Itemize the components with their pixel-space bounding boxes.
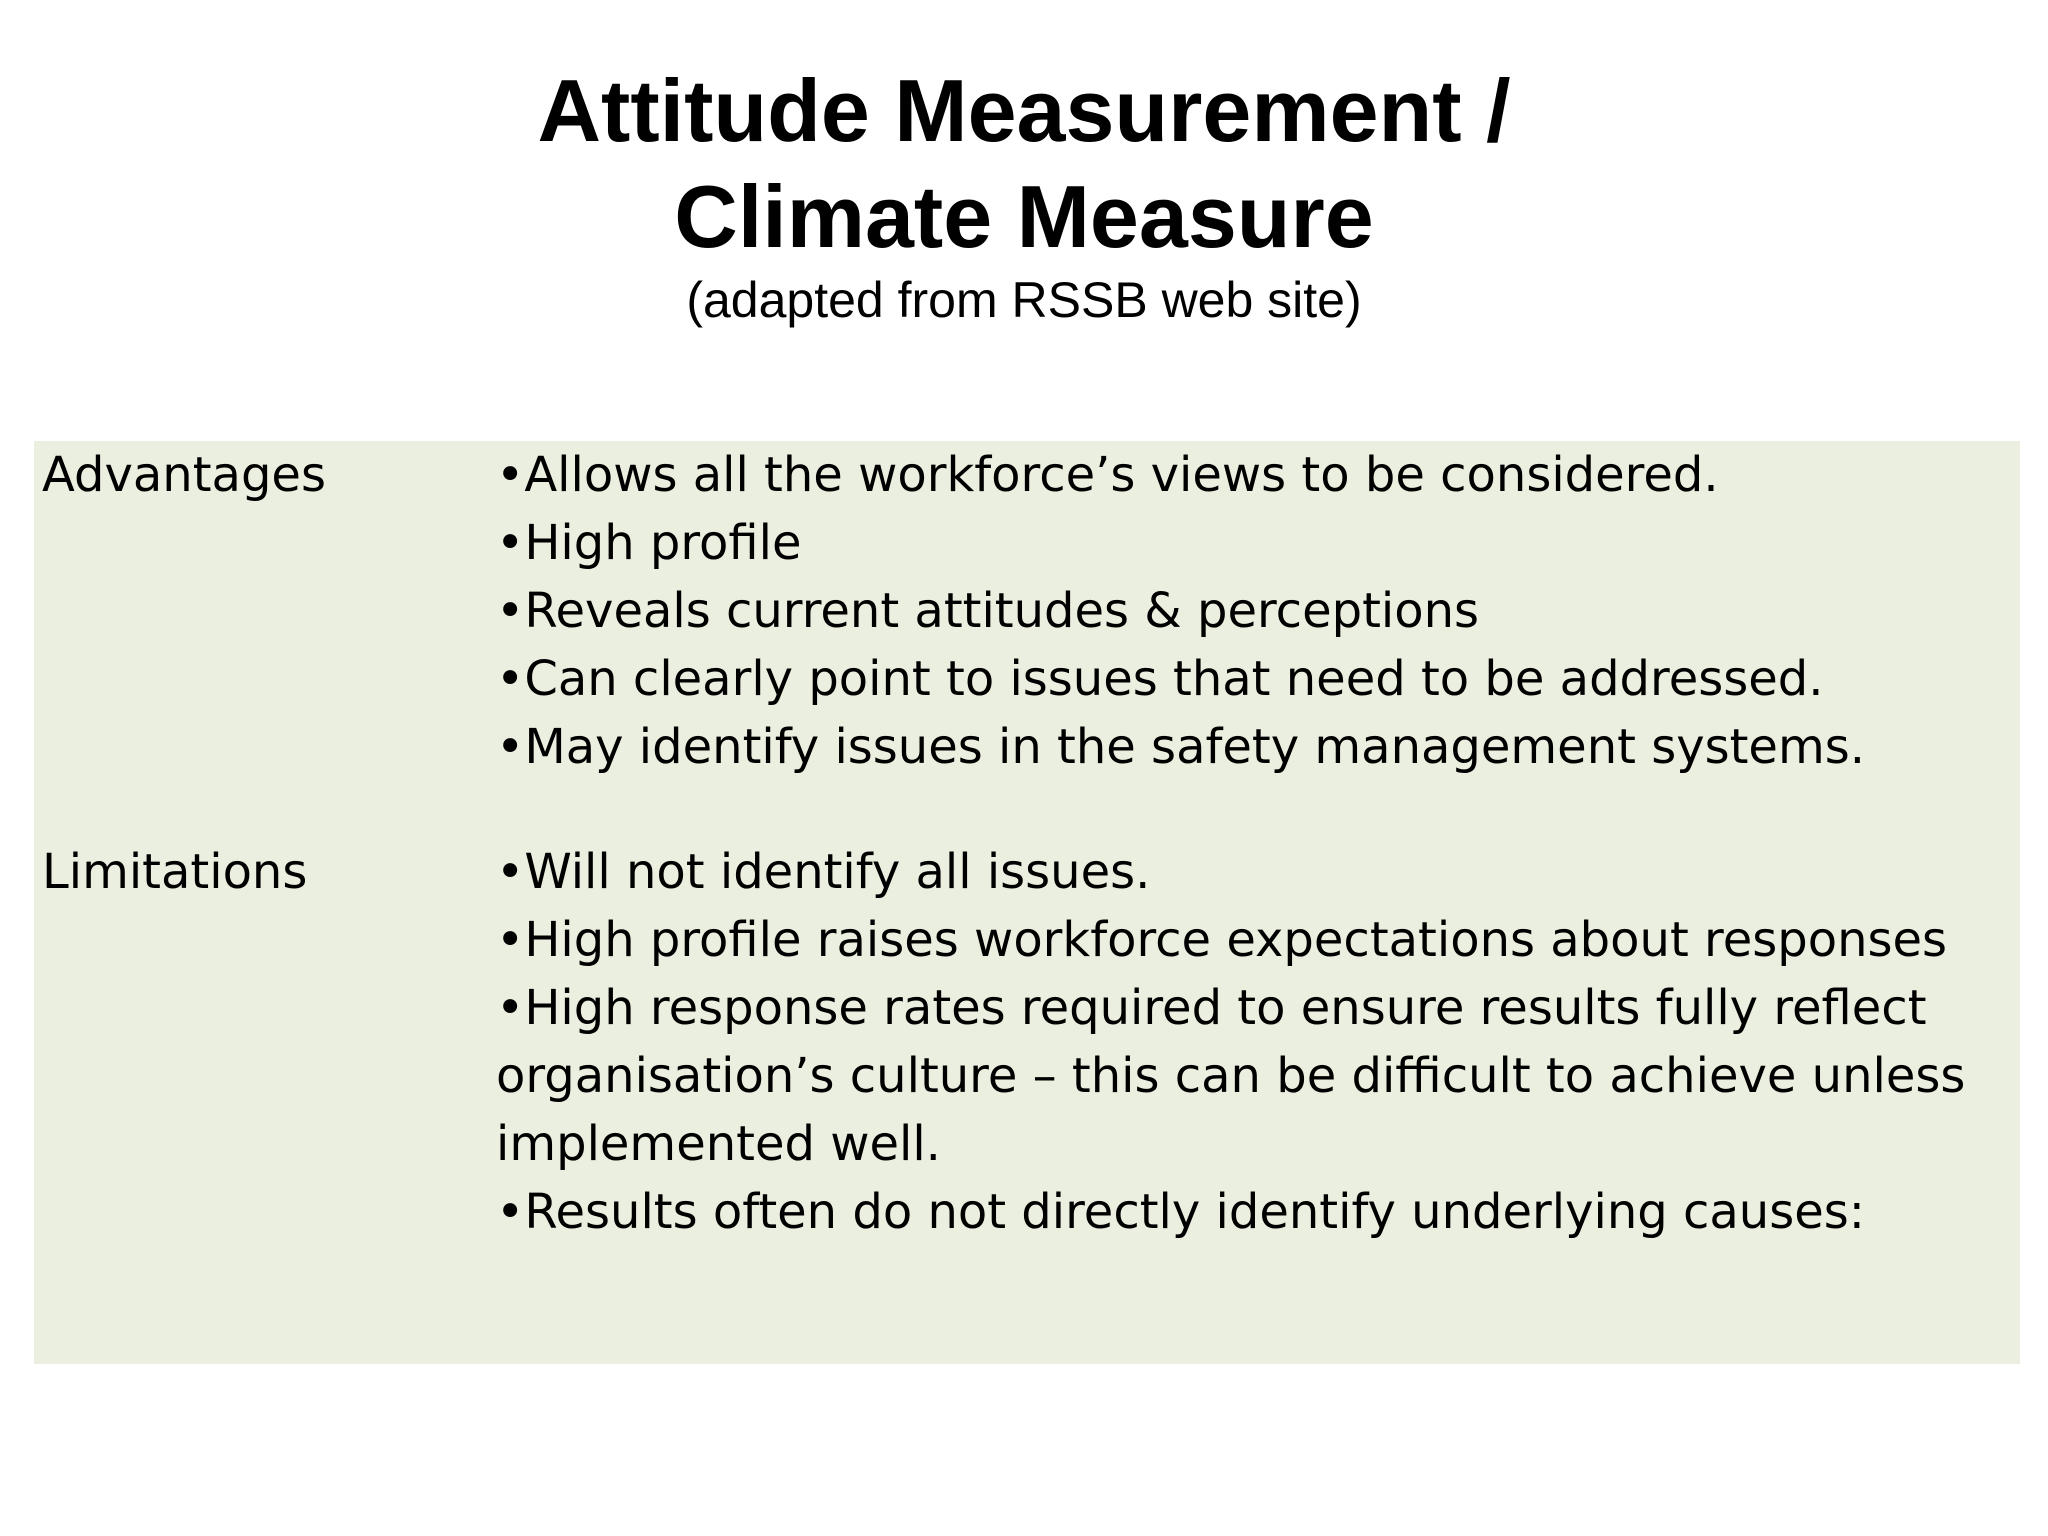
- slide-title-line-1: Attitude Measurement /: [537, 61, 1511, 160]
- advantages-item: • Reveals current attitudes & perceptions: [496, 577, 1996, 645]
- limitations-item: • High profile raises workforce expectations about responses: [496, 906, 1996, 974]
- advantages-item: • Allows all the workforce’s views to be considered.: [496, 441, 1996, 509]
- limitations-item: • Results often do not directly identify underlying causes:: [496, 1178, 1996, 1246]
- limitations-list: [496, 838, 1996, 1246]
- advantages-item: • Can clearly point to issues that need to be addressed.: [496, 645, 1996, 713]
- slide-header: [0, 58, 2048, 330]
- limitations-item: • High response rates required to ensure results fully reflect organisation’s culture – this can be difficult to achieve unless implemented well.: [496, 974, 1996, 1178]
- advantages-label: Advantages: [42, 447, 326, 503]
- slide-title: [0, 58, 2048, 270]
- advantages-limitations-table: [34, 441, 2020, 1364]
- limitations-item: • Will not identify all issues.: [496, 838, 1996, 906]
- advantages-list: [496, 441, 1996, 781]
- limitations-label: Limitations: [42, 844, 308, 900]
- advantages-item: • May identify issues in the safety management systems.: [496, 713, 1996, 781]
- advantages-item: • High profile: [496, 509, 1996, 577]
- slide-title-line-2: Climate Measure: [674, 167, 1374, 266]
- slide-subtitle: (adapted from RSSB web site): [686, 272, 1362, 328]
